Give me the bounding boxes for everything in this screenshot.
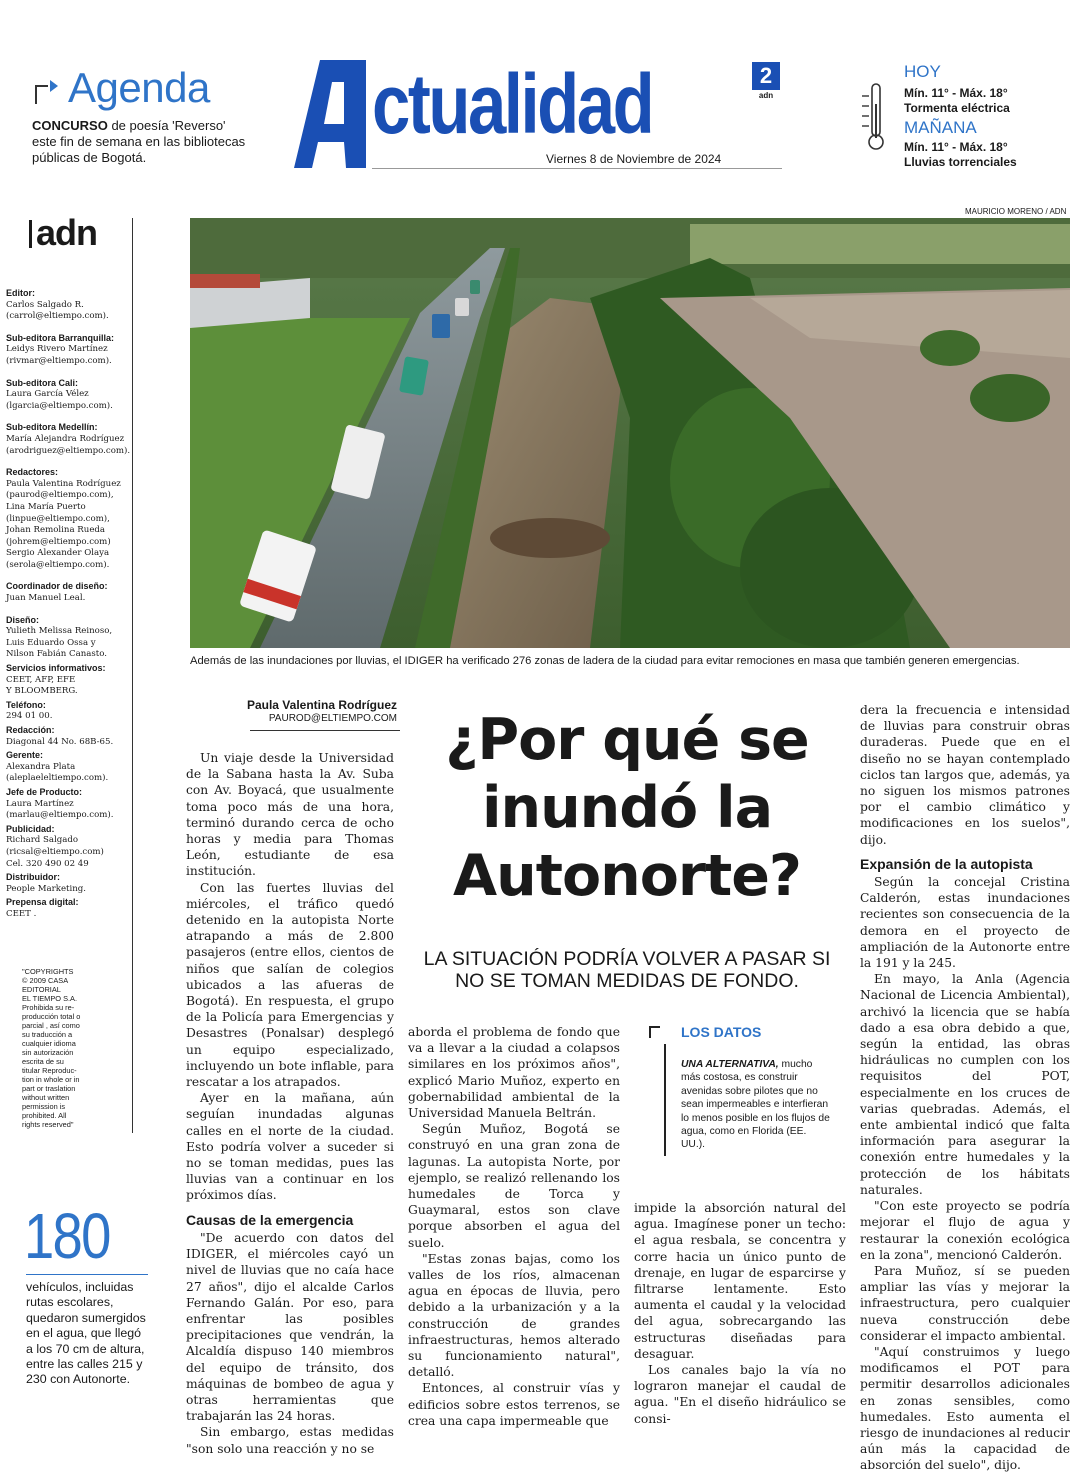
adn-logo: adn — [36, 212, 98, 253]
paragraph: Sin embargo, estas medidas "son solo una reacción y no se — [186, 1425, 394, 1456]
staff-value: CEET, AFP, EFE Y BLOOMBERG. — [6, 674, 78, 697]
paragraph: Según la concejal Cristina Calderón, estas inundaciones recientes son consecuencia de la demora en el proyecto de ampliación de la Autonorte entre la 191 y la 245. — [860, 875, 1070, 971]
weather-tomorrow-label: MAÑANA — [904, 118, 977, 137]
staff-value: Laura Martínez (marlau@eltiempo.com). — [6, 798, 114, 821]
agenda-text-bold: CONCURSO — [32, 118, 108, 133]
agenda-bracket-icon — [34, 80, 58, 106]
staff-value: Carlos Salgado R. (carrol@eltiempo.com). — [6, 299, 109, 322]
agenda-text-rest: de poesía 'Reverso' este fin de semana en las bibliotecas públicas de Bogotá. — [32, 118, 246, 165]
staff-value: Juan Manuel Leal. — [6, 593, 86, 604]
subtitle: LA SITUACIÓN PODRÍA VOLVER A PASAR SI NO SE TOMAN MEDIDAS DE FONDO. — [423, 948, 831, 992]
datos-text — [681, 1058, 831, 1152]
datos-bracket-icon — [648, 1024, 662, 1038]
paragraph: Con las fuertes lluvias del miércoles, el tráfico quedó detenido en la autopista Norte atrapando a más de 2.800 pasajeros (entre ellos, cientos de niños que salían de colegios ubicados a las afueras de Bogotá). En respuesta, el grupo de la Policía para Emergencias y Desastres (Ponalsar) desplegó un equipo especializado, incluyendo un bote inflable, para rescatar a los atrapados. — [186, 880, 394, 1090]
datos-bar — [664, 1044, 666, 1156]
staff-box — [6, 286, 130, 921]
staff-value: Laura García Vélez (lgarcia@eltiempo.com). — [6, 389, 113, 411]
staff-value: People Marketing. — [6, 883, 87, 894]
staff-role: Teléfono: — [6, 699, 46, 710]
paragraph: "Estas zonas bajas, como los valles de los ríos, almacenan agua en épocas de lluvia, pero debido a la urbanización y a la construcción de grandes infraestructuras, hemos alterado su funcionamiento natural", detalló. — [408, 1251, 620, 1380]
masthead-a-logo — [294, 60, 366, 168]
staff-value: Diagonal 44 No. 68B-65. — [6, 736, 114, 747]
stat-divider — [26, 1274, 148, 1275]
staff-role: Jefe de Producto: — [6, 786, 83, 797]
article-column-4 — [860, 702, 1070, 1474]
masthead-date: Viernes 8 de Noviembre de 2024 — [546, 152, 722, 166]
paragraph: Según Muñoz, Bogotá se construyó en una gran zona de lagunas. La autopista Norte, por ejemplo, se realizó rellenando los humedales de Torca y Guaymaral, estos son clave porque absorben el agua del suelo. — [408, 1122, 620, 1250]
staff-role: Publicidad: — [6, 823, 55, 834]
staff-role: Redactores: — [6, 467, 59, 478]
paragraph: Entonces, al construir vías y edificios sobre estos terrenos, se crea una capa impermeable que — [408, 1381, 620, 1428]
agenda-text — [32, 118, 252, 166]
paragraph: "Aquí construimos y luego modificamos el POT para permitir desarrollos adicionales en zonas sensibles, como humedales. Esto aumenta el riesgo de inundaciones al reducir aún más la capacidad de absorción del suelo", dijo. — [860, 1344, 1070, 1473]
staff-value: Richard Salgado (ricsal@eltiempo.com) Cel. 320 490 02 49 — [6, 835, 104, 869]
adn-logo-bar — [29, 220, 32, 248]
paragraph: Un viaje desde la Universidad de la Sabana hasta la Av. Suba con Av. Boyacá, que usualmente toma poco más de una hora, terminó durando cerca de ocho horas y media para Thomas León, estudiante de esa institución. — [186, 751, 394, 879]
datos-lead: UNA ALTERNATIVA, — [681, 1059, 779, 1070]
left-column-divider — [132, 218, 133, 1133]
article-column-1 — [186, 750, 394, 1457]
agenda-title: Agenda — [68, 64, 210, 111]
paragraph: Los canales bajo la vía no lograron manejar el caudal de agua. "En el diseño hidráulico se consi- — [634, 1363, 846, 1426]
staff-role: Distribuidor: — [6, 872, 60, 883]
datos-title: LOS DATOS — [681, 1024, 762, 1040]
staff-value: CEET . — [6, 908, 37, 919]
paragraph: Para Muñoz, sí se pueden ampliar las vías y mejorar la infraestructura, pero cualquier nueva construcción debe considerar el impacto ambiental. — [860, 1263, 1070, 1343]
photo-credit: MAURICIO MORENO / ADN — [965, 207, 1067, 216]
paragraph: aborda el problema de fondo que va a llevar a la ciudad a colapsos similares en los próximos años", explicó Mario Muñoz, experto en gobernabilidad ambiental de la Universidad Manuela Beltrán. — [408, 1025, 620, 1121]
weather-tomorrow-desc: Lluvias torrenciales — [904, 155, 1017, 169]
weather-tomorrow-temp: Mín. 11° - Máx. 18° — [904, 140, 1008, 154]
paragraph: Ayer en la mañana, aún seguían inundadas algunas calles en el norte de la ciudad. Esto podría volver a suceder si no se toman medidas, pues las lluvias van a continuar en los próximos días. — [186, 1091, 394, 1203]
photo-caption: Además de las inundaciones por lluvias, el IDIGER ha verificado 276 zonas de ladera de la ciudad para evitar remociones en masa que también generen emergencias. — [190, 655, 1020, 667]
paragraph: "De acuerdo con datos del IDIGER, el miércoles cayó un nivel de lluvias que no caía hace 27 años", dijo el alcalde Carlos Fernando Galán. Por eso, para enfrentar las posibles precipitaciones que vendrán, la Alcaldía dispuso 140 miembros del equipo de tránsito, dos máquinas de bombeo de agua y otras herramientas que trabajarán las 24 horas. — [186, 1230, 394, 1424]
subhead: Expansión de la autopista — [860, 855, 1033, 872]
staff-role: Editor: — [6, 288, 35, 298]
staff-role: Redacción: — [6, 725, 55, 735]
stat-text: vehículos, incluidas rutas escolares, quedaron sumergidos en el agua, que llegó a los 70 cm de altura, entre las calles 215 y 230 con Autonorte. — [26, 1280, 146, 1387]
subhead: Causas de la emergencia — [186, 1211, 354, 1228]
thermometer-icon — [860, 82, 888, 152]
byline-author: Paula Valentina Rodríguez — [246, 698, 397, 712]
byline-email: PAUROD@ELTIEMPO.COM — [268, 713, 397, 724]
stat-number: 180 — [24, 1200, 110, 1272]
paragraph: "Con este proyecto se podría mejorar el flujo de agua y restaurar la conexión ecológica en la zona", mencionó Calderón. — [860, 1199, 1070, 1262]
paragraph: dera la frecuencia e intensidad de lluvias para construir obras duraderas. Puede que en el diseño no se hayan contemplado ciclos tan largos que, además, ya no siguen los mismos patrones por el cambio climático y modificaciones en los suelos", dijo. — [860, 703, 1070, 847]
staff-role: Sub-editora Cali: — [6, 377, 79, 388]
staff-value: Paula Valentina Rodríguez (paurod@eltiempo.com), Lina María Puerto (linpue@eltiempo.com), Johan Remolina Rueda (johrem@eltiempo.com) Sergio Alexander Olaya (serola@eltiempo.com). — [6, 478, 121, 570]
flooded-highway-photo — [190, 218, 1070, 648]
article-column-3 — [634, 1200, 846, 1427]
headline: ¿Por qué se inundó la Autonorte? — [445, 707, 809, 909]
paragraph: impide la absorción natural del agua. Imagínese poner un techo: el agua resbala, se concentra y corre hacia un único punto de drenaje, en lugar de esparcirse y filtrarse lentamente. Esto aumenta el caudal y la velocidad del agua, sobrecargando las estructuras diseñadas para desaguar. — [634, 1201, 846, 1361]
staff-role: Gerente: — [6, 750, 44, 761]
masthead-divider — [372, 168, 782, 169]
paragraph: En mayo, la Anla (Agencia Nacional de Licencia Ambiental), archivó la licencia que se había dado a esa obra debido a que, según la entidad, las obras hidráulicas no cumplen con los requisitos del POT, especialmente en los cruces de varias quebradas. Además, el ente ambiental indicó que falta información para asegurar la conexión entre humedales y la protección de los hábitats naturales. — [860, 972, 1070, 1197]
byline-divider — [250, 730, 400, 731]
weather-today-label: HOY — [904, 62, 941, 81]
datos-body: mucho más costosa, es construir avenidas sobre pilotes que no sean impermeables e interfieran lo menos posible en los flujos de agua, como en Florida (EE. UU.). — [681, 1059, 830, 1151]
page-brand: adn — [758, 91, 774, 100]
staff-value: Yulieth Melissa Reinoso, Luis Eduardo Ossa y Nilson Fabián Canasto. — [6, 626, 113, 660]
staff-role: Diseño: — [6, 614, 40, 625]
staff-role: Sub-editora Medellín: — [6, 422, 98, 433]
article-column-2 — [408, 1024, 620, 1429]
staff-role: Servicios informativos: — [6, 663, 106, 674]
staff-value: Leidys Rivero Martínez (rivmar@eltiempo.com). — [6, 344, 112, 366]
page-number: 2 — [752, 62, 780, 90]
masthead-title: ctualidad — [372, 57, 653, 151]
copyright-notice: "COPYRIGHTS © 2009 CASA EDITORIAL EL TIEMPO S.A. Prohibida su re- producción total o parcial , así como su traducción a cualquier idioma sin autorización escrita de su titular Reproduc- tion in whole or in part or traslation without written permission is prohibited. All rights reserved" — [22, 967, 81, 1129]
weather-today-temp: Mín. 11° - Máx. 18° — [904, 86, 1008, 100]
staff-value: 294 01 00. — [6, 711, 53, 722]
staff-value: María Alejandra Rodríguez (arodriguez@eltiempo.com). — [6, 433, 131, 456]
weather-today-desc: Tormenta eléctrica — [904, 101, 1010, 115]
staff-role: Sub-editora Barranquilla: — [6, 332, 115, 343]
staff-role: Coordinador de diseño: — [6, 581, 108, 592]
staff-value: Alexandra Plata (aleplaeleltiempo.com). — [6, 761, 109, 784]
staff-role: Prepensa digital: — [6, 897, 79, 908]
